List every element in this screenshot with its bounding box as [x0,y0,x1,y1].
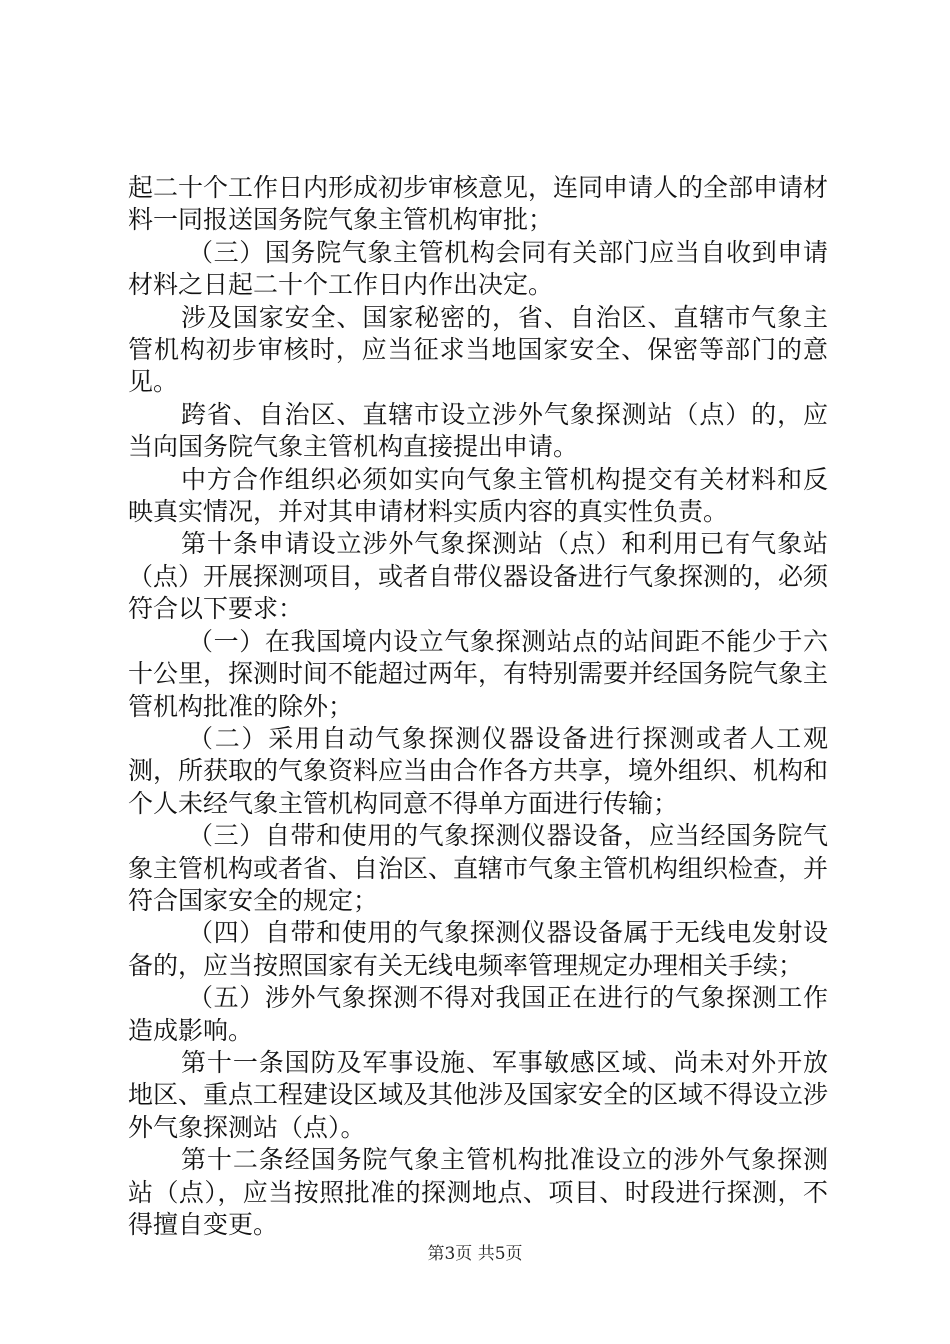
paragraph-article-10-item-2: （二）采用自动气象探测仪器设备进行探测或者人工观测，所获取的气象资料应当由合作各方共享，境外组织、机构和个人未经气象主管机构同意不得单方面进行传输； [128,723,829,818]
paragraph-item-3: （三）国务院气象主管机构会同有关部门应当自收到申请材料之日起二十个工作日内作出决定。 [128,237,828,300]
paragraph-chinese-partner: 中方合作组织必须如实向气象主管机构提交有关材料和反映真实情况，并对其申请材料实质内容的真实性负责。 [128,464,828,527]
document-body [128,172,828,1241]
paragraph-article-10-item-5: （五）涉外气象探测不得对我国正在进行的气象探测工作造成影响。 [128,983,828,1045]
paragraph-article-10-item-4: （四）自带和使用的气象探测仪器设备属于无线电发射设备的，应当按照国家有关无线电频率管理规定办理相关手续； [128,918,828,980]
paragraph-cross-province: 跨省、自治区、直辖市设立涉外气象探测站（点）的，应当向国务院气象主管机构直接提出申请。 [128,399,828,462]
paragraph-article-10-item-1: （一）在我国境内设立气象探测站点的站间距不能少于六十公里，探测时间不能超过两年，有特别需要并经国务院气象主管机构批准的除外； [128,626,829,721]
paragraph-article-10-item-3: （三）自带和使用的气象探测仪器设备，应当经国务院气象主管机构或者省、自治区、直辖市气象主管机构组织检查，并符合国家安全的规定； [128,821,829,915]
paragraph-article-12: 第十二条经国务院气象主管机构批准设立的涉外气象探测站（点），应当按照批准的探测地点、项目、时段进行探测，不得擅自变更。 [128,1145,828,1239]
page-number-label: 第3页 共5页 [427,1244,523,1264]
paragraph-article-11: 第十一条国防及军事设施、军事敏感区域、尚未对外开放地区、重点工程建设区域及其他涉及国家安全的区域不得设立涉外气象探测站（点）。 [128,1047,829,1142]
paragraph-continuation: 起二十个工作日内形成初步审核意见，连同申请人的全部申请材料一同报送国务院气象主管机构审批； [128,173,829,235]
page-footer [0,1243,950,1265]
paragraph-article-10: 第十条申请设立涉外气象探测站（点）和利用已有气象站（点）开展探测项目，或者自带仪器设备进行气象探测的，必须符合以下要求： [128,529,829,624]
paragraph-national-security: 涉及国家安全、国家秘密的，省、自治区、直辖市气象主管机构初步审核时，应当征求当地国家安全、保密等部门的意见。 [128,302,828,397]
